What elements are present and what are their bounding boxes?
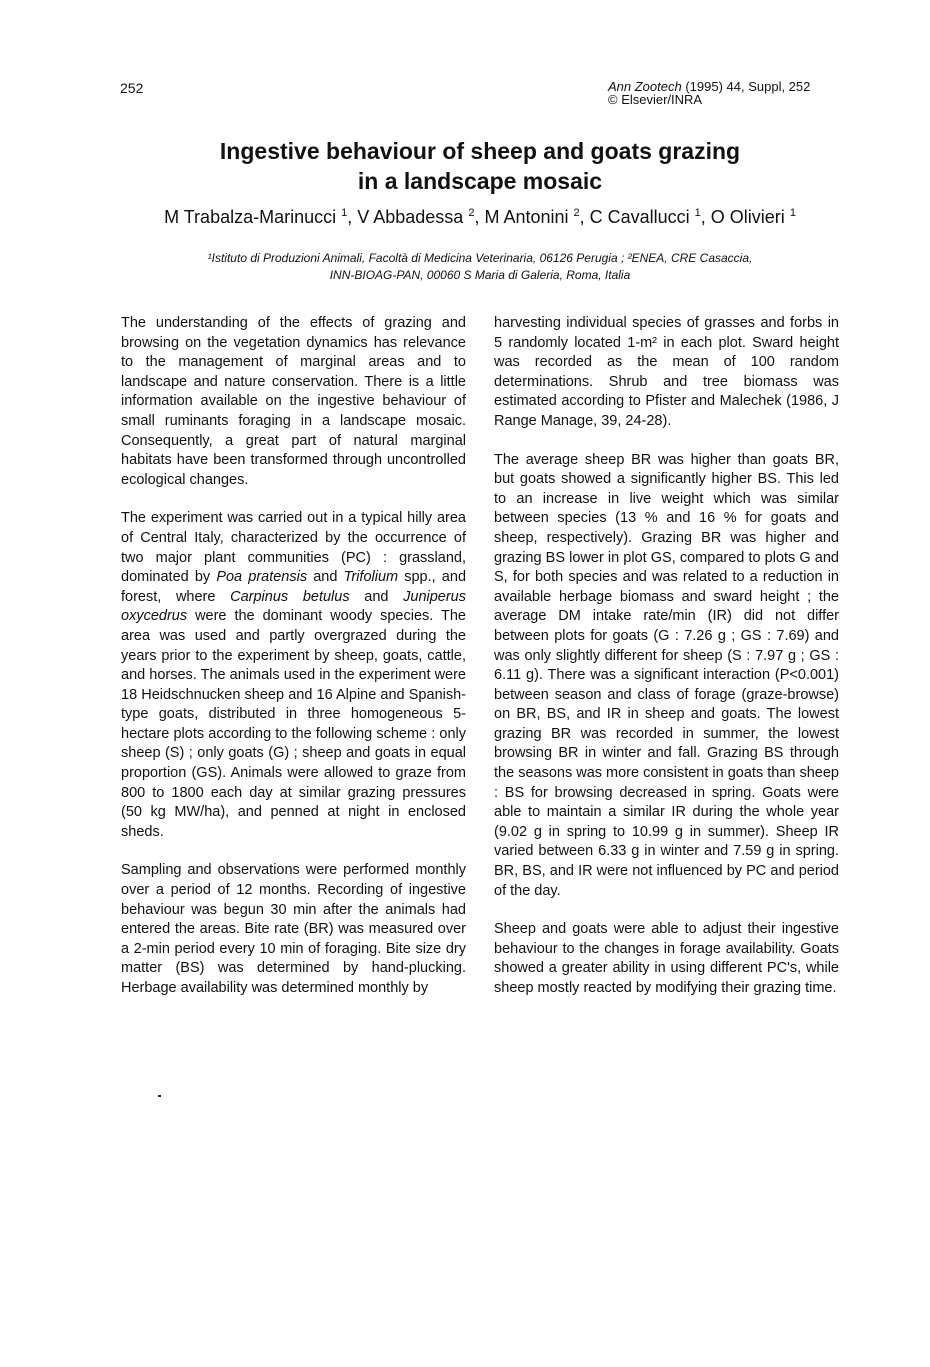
author-5: , O Olivieri	[700, 207, 790, 227]
species-name: Juniperus oxycedrus	[121, 588, 466, 625]
author-1-affil: 1	[341, 207, 348, 219]
copyright: © Elsevier/INRA	[608, 92, 703, 107]
author-2: , V Abbadessa	[347, 207, 469, 227]
paragraph-experiment	[121, 509, 466, 842]
paragraph-conclusion: Sheep and goats were able to adjust their ingestive behaviour to the changes in forage availability. Goats showed a greater ability in using different PC's, while sheep mostly reacted by modifying their grazing time.	[494, 921, 839, 996]
title-line-2: in a landscape mosaic	[357, 168, 603, 194]
text-run: spp., and forest, where	[121, 569, 467, 605]
species-name: Trifolium	[343, 569, 399, 586]
author-3-affil: 2	[573, 207, 580, 219]
text-run: and	[307, 569, 344, 586]
author-list	[0, 207, 930, 228]
right-column	[494, 314, 839, 1018]
text-run: The experiment was carried out in a typical hilly area of Central Italy, characterized by the occurrence of two major plant communities (PC) : grassland, dominated by	[121, 510, 466, 586]
journal-volume: (1995) 44, Suppl, 252	[681, 79, 811, 94]
text-run: were the dominant woody species. The area was used and partly overgrazed during the years prior to the experiment by sheep, goats, cattle, and horses. The animals used in the experiment were 18 Heidschnucken sheep and 16 Alpine and Spanish-type goats, distributed in three homogeneous 5-hectare plots according to the following scheme : only sheep (S) ; only goats (G) ; sheep and goats in equal proportion (GS). Animals were allowed to graze from 800 to 1800 each day at similar grazing pressures (50 kg MW/ha), and penned at night in enclosed sheds.	[121, 608, 466, 840]
affiliation-line-2: INN-BIOAG-PAN, 00060 S Maria di Galeria, Roma, Italia	[329, 268, 631, 282]
page-number: 252	[120, 80, 144, 96]
affiliation-line-1: ¹Istituto di Produzioni Animali, Facoltà di Medicina Veterinaria, 06126 Perugia ; ²ENEA, CRE Casaccia,	[207, 251, 753, 265]
paragraph-sampling-continued: harvesting individual species of grasses and forbs in 5 randomly located 1-m² in each plot. Sward height was recorded as the mean of 100 random determinations. Shrub and tree biomass was estimated according to Pfister and Malechek (1986, J Range Manage, 39, 24-28).	[494, 315, 839, 429]
species-name: Poa pratensis	[216, 569, 308, 586]
title-line-1: Ingestive behaviour of sheep and goats grazing	[219, 138, 741, 164]
author-2-affil: 2	[468, 207, 475, 219]
author-1: M Trabalza-Marinucci	[164, 207, 342, 227]
text-run: and	[349, 588, 404, 605]
author-4: , C Cavallucci	[579, 207, 695, 227]
author-3: , M Antonini	[474, 207, 574, 227]
print-mark	[158, 1095, 161, 1097]
journal-name: Ann Zootech	[608, 79, 682, 94]
affiliations	[0, 250, 930, 284]
author-4-affil: 1	[694, 207, 701, 219]
species-name: Carpinus betulus	[230, 588, 350, 605]
left-column	[121, 314, 466, 1018]
author-5-affil: 1	[789, 207, 796, 219]
journal-reference	[608, 80, 838, 106]
paper-title	[0, 136, 930, 196]
paragraph-introduction: The understanding of the effects of grazing and browsing on the vegetation dynamics has relevance to the management of marginal areas and to landscape and nature conservation. There is a little information available on the ingestive behaviour of small ruminants foraging in a landscape mosaic. Consequently, a great part of natural marginal habitats have been transformed through uncontrolled ecological changes.	[121, 315, 466, 488]
paragraph-results: The average sheep BR was higher than goats BR, but goats showed a significantly higher BS. This led to an increase in live weight which was similar between species (13 % and 16 % for goats and sheep, respectively). Grazing BR was higher and grazing BS lower in plot GS, compared to plots G and S, for both species and was related to a reduction in available herbage biomass and sward height ; the average DM intake rate/min (IR) did not differ between plots for goats (G : 7.26 g ; GS : 7.69) and was only slightly different for sheep (S : 7.97 g ; GS : 6.11 g). There was a significant interaction (P<0.001) between season and class of forage (graze-browse) on BR, BS, and IR in sheep and goats. The lowest grazing BR was recorded in summer, the lowest browsing BR in winter and fall. Grazing BS through the seasons was more consistent in goats than sheep : BS for browsing decreased in spring. Goats were able to maintain a similar IR during the whole year (9.02 g in spring to 10.99 g in summer). Sheep IR varied between 6.33 g in winter and 7.59 g in spring. BR, BS, and IR were not influenced by PC and period of the day.	[494, 451, 839, 899]
paragraph-sampling: Sampling and observations were performed monthly over a period of 12 months. Recording of ingestive behaviour was begun 30 min after the animals had entered the areas. Bite rate (BR) was measured over a 2-min period every 10 min of foraging. Bite size dry matter (BS) was determined by hand-plucking. Herbage availability was determined monthly by	[121, 862, 466, 996]
